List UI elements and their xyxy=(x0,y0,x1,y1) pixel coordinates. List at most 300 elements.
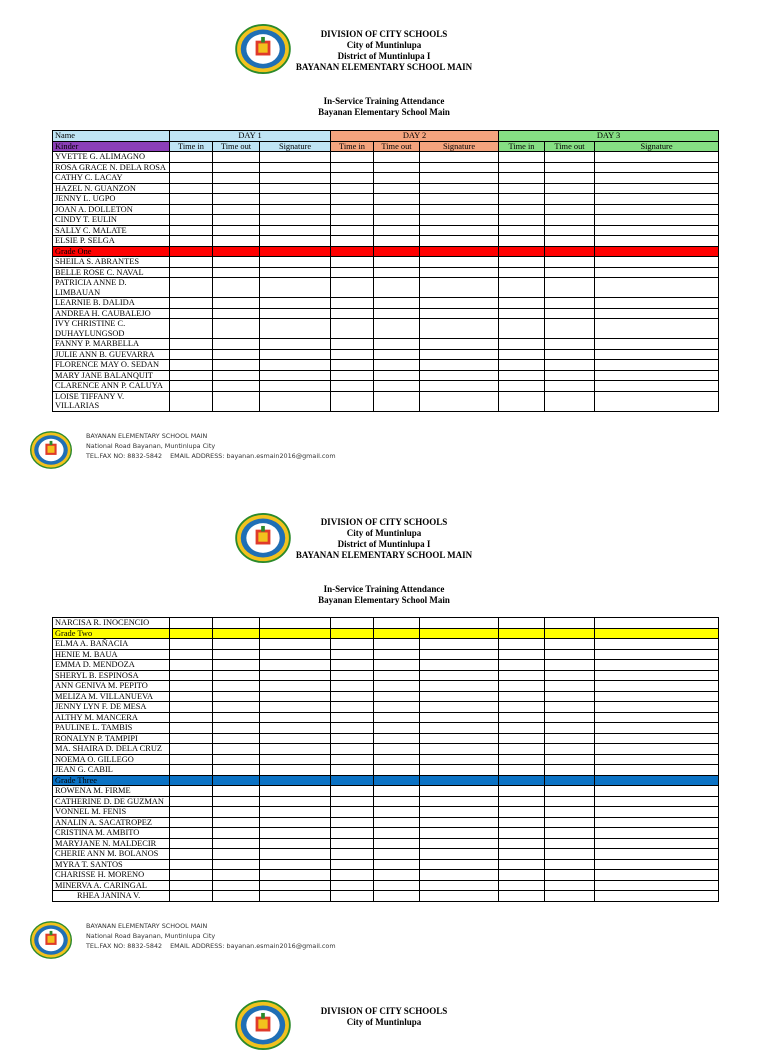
time-in-cell[interactable] xyxy=(331,880,374,891)
time-in-cell[interactable] xyxy=(331,681,374,692)
signature-cell[interactable] xyxy=(260,828,331,839)
signature-cell[interactable] xyxy=(260,257,331,268)
signature-cell[interactable] xyxy=(595,891,719,902)
time-out-cell[interactable] xyxy=(213,639,260,650)
time-in-cell[interactable] xyxy=(170,723,213,734)
signature-cell[interactable] xyxy=(595,215,719,226)
time-in-cell[interactable] xyxy=(170,381,213,392)
time-out-cell[interactable] xyxy=(545,173,595,184)
time-out-cell[interactable] xyxy=(213,723,260,734)
signature-cell[interactable] xyxy=(595,880,719,891)
time-in-cell[interactable] xyxy=(170,870,213,881)
signature-cell[interactable] xyxy=(420,786,499,797)
time-out-cell[interactable] xyxy=(374,681,420,692)
time-in-cell[interactable] xyxy=(331,257,374,268)
time-in-cell[interactable] xyxy=(331,360,374,371)
time-out-cell[interactable] xyxy=(213,194,260,205)
signature-cell[interactable] xyxy=(595,744,719,755)
time-out-cell[interactable] xyxy=(545,849,595,860)
time-in-cell[interactable] xyxy=(170,152,213,163)
signature-cell[interactable] xyxy=(595,339,719,350)
time-in-cell[interactable] xyxy=(331,765,374,776)
time-in-cell[interactable] xyxy=(170,194,213,205)
time-in-cell[interactable] xyxy=(499,339,545,350)
time-out-cell[interactable] xyxy=(213,225,260,236)
time-out-cell[interactable] xyxy=(545,744,595,755)
time-in-cell[interactable] xyxy=(331,723,374,734)
signature-cell[interactable] xyxy=(260,162,331,173)
time-in-cell[interactable] xyxy=(170,391,213,411)
time-out-cell[interactable] xyxy=(213,733,260,744)
time-in-cell[interactable] xyxy=(331,733,374,744)
signature-cell[interactable] xyxy=(420,319,499,339)
time-out-cell[interactable] xyxy=(545,308,595,319)
time-out-cell[interactable] xyxy=(213,786,260,797)
signature-cell[interactable] xyxy=(420,838,499,849)
time-in-cell[interactable] xyxy=(499,786,545,797)
signature-cell[interactable] xyxy=(260,236,331,247)
signature-cell[interactable] xyxy=(595,828,719,839)
time-out-cell[interactable] xyxy=(545,807,595,818)
time-in-cell[interactable] xyxy=(331,817,374,828)
signature-cell[interactable] xyxy=(595,183,719,194)
signature-cell[interactable] xyxy=(260,370,331,381)
time-in-cell[interactable] xyxy=(170,183,213,194)
time-out-cell[interactable] xyxy=(545,880,595,891)
signature-cell[interactable] xyxy=(260,744,331,755)
time-in-cell[interactable] xyxy=(331,298,374,309)
time-out-cell[interactable] xyxy=(545,152,595,163)
signature-cell[interactable] xyxy=(260,215,331,226)
time-out-cell[interactable] xyxy=(545,370,595,381)
signature-cell[interactable] xyxy=(420,360,499,371)
time-out-cell[interactable] xyxy=(213,660,260,671)
time-in-cell[interactable] xyxy=(499,298,545,309)
time-in-cell[interactable] xyxy=(499,681,545,692)
time-in-cell[interactable] xyxy=(499,225,545,236)
signature-cell[interactable] xyxy=(260,267,331,278)
time-in-cell[interactable] xyxy=(331,849,374,860)
signature-cell[interactable] xyxy=(595,319,719,339)
time-in-cell[interactable] xyxy=(499,670,545,681)
time-in-cell[interactable] xyxy=(331,702,374,713)
signature-cell[interactable] xyxy=(595,381,719,392)
signature-cell[interactable] xyxy=(595,817,719,828)
time-out-cell[interactable] xyxy=(213,838,260,849)
time-out-cell[interactable] xyxy=(374,891,420,902)
signature-cell[interactable] xyxy=(420,670,499,681)
time-out-cell[interactable] xyxy=(374,849,420,860)
time-in-cell[interactable] xyxy=(170,754,213,765)
time-out-cell[interactable] xyxy=(545,162,595,173)
time-out-cell[interactable] xyxy=(213,891,260,902)
time-out-cell[interactable] xyxy=(374,339,420,350)
time-in-cell[interactable] xyxy=(331,319,374,339)
time-out-cell[interactable] xyxy=(545,691,595,702)
time-in-cell[interactable] xyxy=(499,660,545,671)
time-in-cell[interactable] xyxy=(499,796,545,807)
time-out-cell[interactable] xyxy=(545,702,595,713)
time-in-cell[interactable] xyxy=(499,891,545,902)
signature-cell[interactable] xyxy=(260,838,331,849)
time-out-cell[interactable] xyxy=(545,194,595,205)
time-in-cell[interactable] xyxy=(499,319,545,339)
time-out-cell[interactable] xyxy=(213,744,260,755)
time-out-cell[interactable] xyxy=(545,236,595,247)
time-out-cell[interactable] xyxy=(213,670,260,681)
time-out-cell[interactable] xyxy=(213,870,260,881)
time-out-cell[interactable] xyxy=(545,891,595,902)
signature-cell[interactable] xyxy=(260,152,331,163)
signature-cell[interactable] xyxy=(420,828,499,839)
signature-cell[interactable] xyxy=(260,870,331,881)
time-out-cell[interactable] xyxy=(213,267,260,278)
signature-cell[interactable] xyxy=(260,339,331,350)
signature-cell[interactable] xyxy=(260,649,331,660)
signature-cell[interactable] xyxy=(420,257,499,268)
signature-cell[interactable] xyxy=(420,215,499,226)
time-in-cell[interactable] xyxy=(499,236,545,247)
signature-cell[interactable] xyxy=(595,796,719,807)
time-in-cell[interactable] xyxy=(170,744,213,755)
signature-cell[interactable] xyxy=(595,639,719,650)
time-in-cell[interactable] xyxy=(499,204,545,215)
time-in-cell[interactable] xyxy=(499,723,545,734)
signature-cell[interactable] xyxy=(420,278,499,298)
time-out-cell[interactable] xyxy=(374,786,420,797)
signature-cell[interactable] xyxy=(595,765,719,776)
time-out-cell[interactable] xyxy=(545,391,595,411)
time-out-cell[interactable] xyxy=(545,796,595,807)
signature-cell[interactable] xyxy=(420,681,499,692)
time-in-cell[interactable] xyxy=(331,859,374,870)
time-out-cell[interactable] xyxy=(374,370,420,381)
time-in-cell[interactable] xyxy=(170,618,213,629)
time-in-cell[interactable] xyxy=(170,891,213,902)
time-in-cell[interactable] xyxy=(331,370,374,381)
signature-cell[interactable] xyxy=(595,870,719,881)
signature-cell[interactable] xyxy=(260,765,331,776)
signature-cell[interactable] xyxy=(420,236,499,247)
time-out-cell[interactable] xyxy=(545,298,595,309)
signature-cell[interactable] xyxy=(260,225,331,236)
time-in-cell[interactable] xyxy=(499,754,545,765)
time-in-cell[interactable] xyxy=(499,880,545,891)
time-out-cell[interactable] xyxy=(545,670,595,681)
signature-cell[interactable] xyxy=(260,786,331,797)
time-out-cell[interactable] xyxy=(213,370,260,381)
time-in-cell[interactable] xyxy=(499,765,545,776)
signature-cell[interactable] xyxy=(260,639,331,650)
time-in-cell[interactable] xyxy=(499,691,545,702)
signature-cell[interactable] xyxy=(595,225,719,236)
time-in-cell[interactable] xyxy=(170,649,213,660)
time-out-cell[interactable] xyxy=(213,681,260,692)
time-out-cell[interactable] xyxy=(213,796,260,807)
time-out-cell[interactable] xyxy=(213,381,260,392)
signature-cell[interactable] xyxy=(420,183,499,194)
signature-cell[interactable] xyxy=(260,319,331,339)
time-in-cell[interactable] xyxy=(170,278,213,298)
time-in-cell[interactable] xyxy=(170,339,213,350)
signature-cell[interactable] xyxy=(595,308,719,319)
signature-cell[interactable] xyxy=(260,712,331,723)
signature-cell[interactable] xyxy=(595,257,719,268)
time-out-cell[interactable] xyxy=(374,215,420,226)
time-in-cell[interactable] xyxy=(170,838,213,849)
time-out-cell[interactable] xyxy=(545,349,595,360)
time-out-cell[interactable] xyxy=(374,194,420,205)
time-out-cell[interactable] xyxy=(545,681,595,692)
signature-cell[interactable] xyxy=(420,723,499,734)
signature-cell[interactable] xyxy=(420,807,499,818)
time-in-cell[interactable] xyxy=(170,162,213,173)
time-in-cell[interactable] xyxy=(499,173,545,184)
time-in-cell[interactable] xyxy=(170,236,213,247)
time-in-cell[interactable] xyxy=(331,173,374,184)
time-in-cell[interactable] xyxy=(499,183,545,194)
time-in-cell[interactable] xyxy=(499,381,545,392)
time-out-cell[interactable] xyxy=(545,215,595,226)
time-out-cell[interactable] xyxy=(374,733,420,744)
time-in-cell[interactable] xyxy=(170,681,213,692)
time-out-cell[interactable] xyxy=(374,162,420,173)
time-in-cell[interactable] xyxy=(499,257,545,268)
time-in-cell[interactable] xyxy=(331,891,374,902)
time-in-cell[interactable] xyxy=(499,162,545,173)
time-out-cell[interactable] xyxy=(374,670,420,681)
time-out-cell[interactable] xyxy=(374,319,420,339)
time-in-cell[interactable] xyxy=(331,744,374,755)
signature-cell[interactable] xyxy=(595,754,719,765)
time-out-cell[interactable] xyxy=(374,817,420,828)
signature-cell[interactable] xyxy=(420,765,499,776)
signature-cell[interactable] xyxy=(260,733,331,744)
time-out-cell[interactable] xyxy=(213,880,260,891)
signature-cell[interactable] xyxy=(420,639,499,650)
signature-cell[interactable] xyxy=(595,691,719,702)
time-in-cell[interactable] xyxy=(170,733,213,744)
time-in-cell[interactable] xyxy=(331,807,374,818)
time-in-cell[interactable] xyxy=(170,370,213,381)
time-out-cell[interactable] xyxy=(545,225,595,236)
time-out-cell[interactable] xyxy=(213,618,260,629)
time-out-cell[interactable] xyxy=(545,319,595,339)
signature-cell[interactable] xyxy=(420,859,499,870)
time-out-cell[interactable] xyxy=(545,339,595,350)
time-out-cell[interactable] xyxy=(545,618,595,629)
time-in-cell[interactable] xyxy=(331,381,374,392)
time-out-cell[interactable] xyxy=(374,236,420,247)
time-in-cell[interactable] xyxy=(499,859,545,870)
time-in-cell[interactable] xyxy=(170,670,213,681)
time-out-cell[interactable] xyxy=(374,381,420,392)
time-in-cell[interactable] xyxy=(170,257,213,268)
time-in-cell[interactable] xyxy=(170,817,213,828)
time-out-cell[interactable] xyxy=(213,215,260,226)
signature-cell[interactable] xyxy=(260,173,331,184)
time-out-cell[interactable] xyxy=(545,828,595,839)
signature-cell[interactable] xyxy=(595,267,719,278)
time-in-cell[interactable] xyxy=(499,828,545,839)
time-in-cell[interactable] xyxy=(170,639,213,650)
time-out-cell[interactable] xyxy=(545,733,595,744)
signature-cell[interactable] xyxy=(260,681,331,692)
time-in-cell[interactable] xyxy=(331,660,374,671)
time-in-cell[interactable] xyxy=(499,267,545,278)
time-in-cell[interactable] xyxy=(170,712,213,723)
time-out-cell[interactable] xyxy=(213,257,260,268)
time-in-cell[interactable] xyxy=(170,308,213,319)
signature-cell[interactable] xyxy=(420,267,499,278)
signature-cell[interactable] xyxy=(260,754,331,765)
time-out-cell[interactable] xyxy=(213,183,260,194)
time-out-cell[interactable] xyxy=(545,817,595,828)
time-out-cell[interactable] xyxy=(213,754,260,765)
time-in-cell[interactable] xyxy=(170,828,213,839)
signature-cell[interactable] xyxy=(595,194,719,205)
time-out-cell[interactable] xyxy=(213,298,260,309)
time-out-cell[interactable] xyxy=(545,257,595,268)
signature-cell[interactable] xyxy=(260,381,331,392)
time-in-cell[interactable] xyxy=(170,360,213,371)
time-in-cell[interactable] xyxy=(170,349,213,360)
signature-cell[interactable] xyxy=(420,712,499,723)
signature-cell[interactable] xyxy=(595,660,719,671)
signature-cell[interactable] xyxy=(260,691,331,702)
time-out-cell[interactable] xyxy=(545,660,595,671)
time-in-cell[interactable] xyxy=(499,308,545,319)
time-in-cell[interactable] xyxy=(499,360,545,371)
signature-cell[interactable] xyxy=(260,807,331,818)
time-out-cell[interactable] xyxy=(213,278,260,298)
time-out-cell[interactable] xyxy=(213,391,260,411)
time-out-cell[interactable] xyxy=(545,183,595,194)
signature-cell[interactable] xyxy=(595,670,719,681)
time-out-cell[interactable] xyxy=(213,319,260,339)
time-out-cell[interactable] xyxy=(213,349,260,360)
signature-cell[interactable] xyxy=(420,152,499,163)
time-in-cell[interactable] xyxy=(499,807,545,818)
signature-cell[interactable] xyxy=(260,670,331,681)
time-out-cell[interactable] xyxy=(374,765,420,776)
time-in-cell[interactable] xyxy=(499,215,545,226)
time-out-cell[interactable] xyxy=(545,838,595,849)
time-in-cell[interactable] xyxy=(331,236,374,247)
time-out-cell[interactable] xyxy=(374,649,420,660)
time-out-cell[interactable] xyxy=(374,660,420,671)
signature-cell[interactable] xyxy=(595,702,719,713)
time-out-cell[interactable] xyxy=(374,807,420,818)
time-out-cell[interactable] xyxy=(545,754,595,765)
time-out-cell[interactable] xyxy=(374,744,420,755)
time-out-cell[interactable] xyxy=(374,204,420,215)
time-out-cell[interactable] xyxy=(374,298,420,309)
time-out-cell[interactable] xyxy=(545,870,595,881)
time-in-cell[interactable] xyxy=(331,712,374,723)
time-out-cell[interactable] xyxy=(213,339,260,350)
time-out-cell[interactable] xyxy=(374,880,420,891)
signature-cell[interactable] xyxy=(260,308,331,319)
time-in-cell[interactable] xyxy=(499,838,545,849)
time-in-cell[interactable] xyxy=(331,278,374,298)
signature-cell[interactable] xyxy=(260,194,331,205)
time-out-cell[interactable] xyxy=(374,828,420,839)
signature-cell[interactable] xyxy=(595,649,719,660)
time-out-cell[interactable] xyxy=(213,308,260,319)
time-out-cell[interactable] xyxy=(545,278,595,298)
time-in-cell[interactable] xyxy=(170,859,213,870)
signature-cell[interactable] xyxy=(595,391,719,411)
time-out-cell[interactable] xyxy=(374,838,420,849)
time-out-cell[interactable] xyxy=(374,754,420,765)
time-in-cell[interactable] xyxy=(170,225,213,236)
signature-cell[interactable] xyxy=(420,194,499,205)
time-in-cell[interactable] xyxy=(331,670,374,681)
time-in-cell[interactable] xyxy=(331,870,374,881)
signature-cell[interactable] xyxy=(260,618,331,629)
signature-cell[interactable] xyxy=(595,712,719,723)
signature-cell[interactable] xyxy=(260,660,331,671)
time-in-cell[interactable] xyxy=(499,849,545,860)
signature-cell[interactable] xyxy=(260,204,331,215)
signature-cell[interactable] xyxy=(420,660,499,671)
signature-cell[interactable] xyxy=(595,723,719,734)
time-in-cell[interactable] xyxy=(499,278,545,298)
signature-cell[interactable] xyxy=(595,360,719,371)
signature-cell[interactable] xyxy=(420,204,499,215)
time-in-cell[interactable] xyxy=(331,204,374,215)
signature-cell[interactable] xyxy=(420,796,499,807)
time-out-cell[interactable] xyxy=(374,225,420,236)
signature-cell[interactable] xyxy=(420,691,499,702)
time-in-cell[interactable] xyxy=(170,660,213,671)
time-in-cell[interactable] xyxy=(499,702,545,713)
time-out-cell[interactable] xyxy=(213,649,260,660)
time-in-cell[interactable] xyxy=(499,744,545,755)
time-in-cell[interactable] xyxy=(331,786,374,797)
time-out-cell[interactable] xyxy=(213,828,260,839)
time-in-cell[interactable] xyxy=(499,152,545,163)
signature-cell[interactable] xyxy=(595,849,719,860)
signature-cell[interactable] xyxy=(260,817,331,828)
time-out-cell[interactable] xyxy=(213,360,260,371)
time-out-cell[interactable] xyxy=(213,702,260,713)
time-out-cell[interactable] xyxy=(213,691,260,702)
signature-cell[interactable] xyxy=(420,754,499,765)
time-out-cell[interactable] xyxy=(374,278,420,298)
time-in-cell[interactable] xyxy=(331,639,374,650)
time-out-cell[interactable] xyxy=(374,796,420,807)
time-out-cell[interactable] xyxy=(374,870,420,881)
time-out-cell[interactable] xyxy=(545,381,595,392)
time-in-cell[interactable] xyxy=(170,702,213,713)
time-out-cell[interactable] xyxy=(545,649,595,660)
time-in-cell[interactable] xyxy=(331,796,374,807)
signature-cell[interactable] xyxy=(420,891,499,902)
time-in-cell[interactable] xyxy=(331,152,374,163)
signature-cell[interactable] xyxy=(595,859,719,870)
signature-cell[interactable] xyxy=(420,391,499,411)
time-in-cell[interactable] xyxy=(331,754,374,765)
signature-cell[interactable] xyxy=(595,681,719,692)
signature-cell[interactable] xyxy=(595,162,719,173)
time-out-cell[interactable] xyxy=(213,859,260,870)
time-in-cell[interactable] xyxy=(331,225,374,236)
time-out-cell[interactable] xyxy=(213,817,260,828)
signature-cell[interactable] xyxy=(595,236,719,247)
signature-cell[interactable] xyxy=(420,370,499,381)
